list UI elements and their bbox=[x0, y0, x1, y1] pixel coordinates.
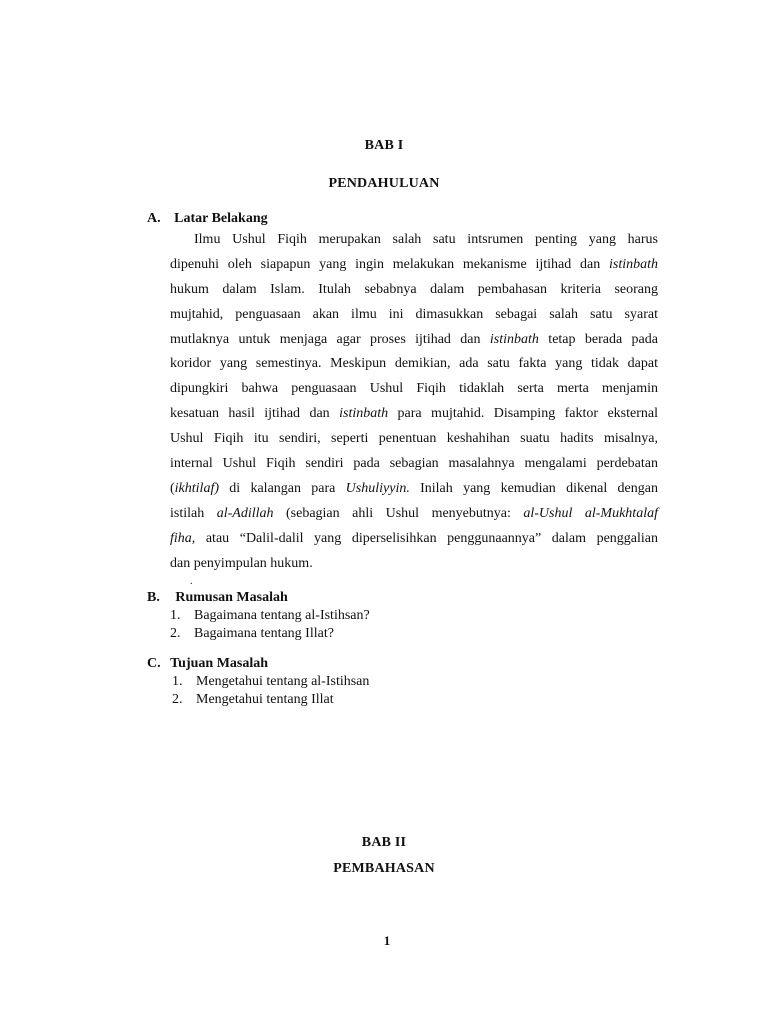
section-c-label: C. bbox=[147, 656, 161, 671]
list-item: 2. Mengetahui tentang Illat bbox=[172, 692, 334, 707]
list-item: 1. Mengetahui tentang al-Istihsan bbox=[172, 674, 370, 689]
section-c-title: Tujuan Masalah bbox=[170, 656, 269, 671]
paragraph-line: mujtahid, penguasaan akan ilmu ini dimasukkan sebagai salah satu syarat bbox=[170, 306, 658, 322]
paragraph-line: koridor yang semestinya. Meskipun demikian, ada satu fakta yang tidak dapat bbox=[170, 356, 658, 372]
section-b-heading bbox=[147, 590, 288, 606]
bab1-subtitle: PENDAHULUAN bbox=[328, 176, 440, 191]
section-c-heading bbox=[147, 656, 268, 672]
paragraph-line: kesatuan hasil ijtihad dan istinbath para mujtahid. Disamping faktor eksternal bbox=[170, 406, 658, 422]
page-number: 1 bbox=[383, 933, 391, 948]
bab2-subtitle: PEMBAHASAN bbox=[333, 861, 435, 876]
paragraph-line: mutlaknya untuk menjaga agar proses ijtihad dan istinbath tetap berada pada bbox=[170, 331, 658, 347]
paragraph-line: hukum dalam Islam. Itulah sebabnya dalam pembahasan kriteria seorang bbox=[170, 281, 658, 297]
paragraph-line: dipenuhi oleh siapapun yang ingin melakukan mekanisme ijtihad dan istinbath bbox=[170, 256, 658, 272]
section-b-title: Rumusan Masalah bbox=[175, 590, 288, 605]
bab1-title: BAB I bbox=[364, 138, 404, 153]
section-a-title: Latar Belakang bbox=[174, 211, 268, 226]
bab2-title: BAB II bbox=[361, 835, 407, 850]
paragraph-line: (ikhtilaf) di kalangan para Ushuliyyin. Inilah yang kemudian dikenal dengan bbox=[170, 480, 658, 496]
section-a-paragraph bbox=[170, 228, 658, 576]
list-item: 2. Bagaimana tentang Illat? bbox=[170, 626, 334, 641]
list-item: 1. Bagaimana tentang al-Istihsan? bbox=[170, 608, 370, 623]
paragraph-line: fiha, atau “Dalil-dalil yang diperselisihkan penggunaannya” dalam penggalian bbox=[170, 530, 658, 546]
stray-dot: . bbox=[190, 576, 193, 587]
section-b-list bbox=[170, 607, 370, 643]
section-b-label: B. bbox=[147, 590, 160, 605]
paragraph-line: Ushul Fiqih itu sendiri, seperti penentuan keshahihan suatu hadits misalnya, bbox=[170, 431, 658, 447]
paragraph-line: dipungkiri bahwa penguasaan Ushul Fiqih tidaklah serta merta menjamin bbox=[170, 381, 658, 397]
paragraph-line: Ilmu Ushul Fiqih merupakan salah satu intsrumen penting yang harus bbox=[194, 232, 658, 247]
section-c-list bbox=[172, 673, 369, 709]
section-a-heading bbox=[147, 211, 268, 227]
paragraph-line: dan penyimpulan hukum. bbox=[170, 555, 313, 571]
paragraph-line: istilah al-Adillah (sebagian ahli Ushul menyebutnya: al-Ushul al-Mukhtalaf bbox=[170, 505, 658, 521]
section-a-label: A. bbox=[147, 211, 161, 226]
paragraph-line: internal Ushul Fiqih sendiri pada sebagian masalahnya mengalami perdebatan bbox=[170, 456, 658, 472]
